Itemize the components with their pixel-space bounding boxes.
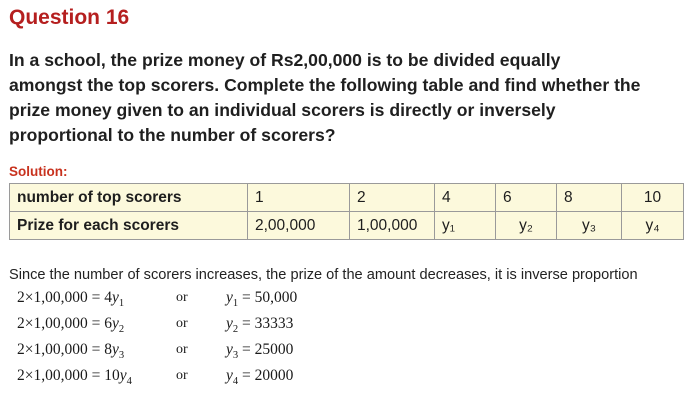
table-cell: 10 [622,184,684,212]
equation-lhs: $2\times 1,00,000 = 10y_4$ [17,367,132,388]
equation-or: or [176,290,188,305]
row-header: number of top scorers [10,184,248,212]
table-cell: 2 [350,184,435,212]
equation-or: or [176,342,188,357]
question-text [9,48,685,148]
question-line: In a school, the prize money of Rs2,00,000 is to be divided equally [9,50,561,70]
table-row [10,212,684,240]
row-header: Prize for each scorers [10,212,248,240]
question-title: Question 16 [9,6,130,29]
question-line: amongst the top scorers. Complete the following table and find whether the [9,75,641,95]
explanation-text: Since the number of scorers increases, the prize of the amount decreases, it is inverse proportion [9,267,638,283]
equation-lhs: $2\times 1,00,000 = 4y_1$ [17,289,125,310]
table-cell: y₃ [557,212,622,240]
table-cell: 8 [557,184,622,212]
table-cell: 4 [435,184,496,212]
table-cell: y₁ [435,212,496,240]
solution-label: Solution: [9,164,68,179]
table-cell: 2,00,000 [248,212,350,240]
scorers-table [9,183,684,240]
table-cell: 6 [496,184,557,212]
equation-rhs: $y_3 = 25000$ [226,341,294,362]
equation-lhs: $2\times 1,00,000 = 6y_2$ [17,315,125,336]
question-line: prize money given to an individual scorers is directly or inversely [9,100,556,120]
equation-rhs: $y_1 = 50,000$ [226,289,298,310]
equation-rhs: $y_2 = 33333$ [226,315,294,336]
question-line: proportional to the number of scorers? [9,125,336,145]
equation-lhs: $2\times 1,00,000 = 8y_3$ [17,341,125,362]
equation-rhs: $y_4 = 20000$ [226,367,294,388]
table-cell: y₂ [496,212,557,240]
table-cell: 1 [248,184,350,212]
equation-or: or [176,316,188,331]
table-cell: y₄ [622,212,684,240]
table-cell: 1,00,000 [350,212,435,240]
equation-or: or [176,368,188,383]
table-row [10,184,684,212]
